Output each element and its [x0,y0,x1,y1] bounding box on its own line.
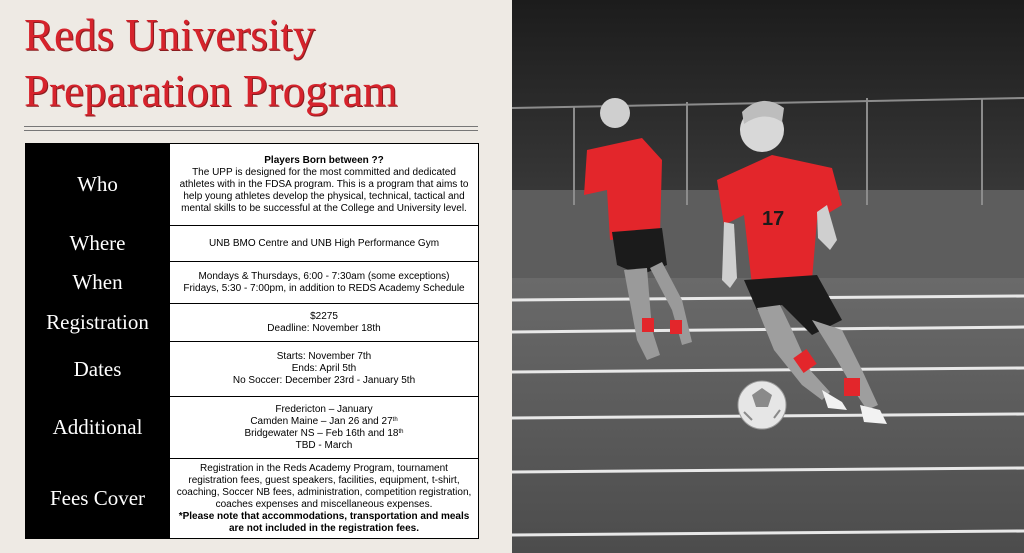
players-photo [512,0,1024,553]
title-divider-bottom [24,130,478,131]
when-line-1: Mondays & Thursdays, 6:00 - 7:30am (some exceptions) [198,270,450,282]
program-title-line-2: Preparation Program [24,66,398,116]
fees-description: Registration in the Reds Academy Program, tournament registration fees, guest speakers, facilities, equipment, t-shirt, coaching, Soccer NB fees, administration, competition registration, coaches expenses and miscellaneous expenses. [176,462,472,510]
dates-starts: Starts: November 7th [276,351,372,362]
registration-deadline: Deadline: November 18th [267,322,381,334]
title-divider-top [24,126,478,127]
soccer-ball [738,381,786,429]
program-title-line-1: Reds University [24,10,316,60]
label-registration: Registration [26,304,170,342]
camden-text: Camden Maine – Jan 26 and 27 [250,415,393,427]
program-details-table [25,143,479,539]
dates-ends: Ends: April 5th [291,363,357,374]
value-who [170,144,479,226]
value-when [170,262,479,304]
bridgewater-suffix: th [398,428,404,435]
row-who [26,144,479,226]
value-where: UNB BMO Centre and UNB High Performance Gym [170,226,479,262]
registration-price: $2275 [310,310,338,322]
label-who: Who [26,144,170,226]
additional-tbd: TBD - March [295,439,353,451]
value-fees [170,459,479,539]
label-where: Where [26,226,170,262]
camden-suffix: th [392,416,398,423]
who-description: The UPP is designed for the most committed and dedicated athletes with in the FDSA program. This is a program that aims to help young athletes develop the physical, technical, tactical and mental skills to be successful at the College and University level. [179,166,469,214]
fees-note: *Please note that accommodations, transportation and meals are not included in the registration fees. [178,510,470,534]
value-dates [170,342,479,397]
row-dates [26,342,479,397]
label-dates: Dates [26,342,170,397]
dates-no-soccer: No Soccer: December 23rd - January 5th [232,375,416,386]
value-additional [170,397,479,459]
when-line-2: Fridays, 5:30 - 7:00pm, in addition to REDS Academy Schedule [183,282,465,294]
row-fees [26,459,479,539]
bridgewater-text: Bridgewater NS – Feb 16th and 18 [244,427,399,439]
row-additional [26,397,479,459]
additional-bridgewater [176,428,472,440]
label-when: When [26,262,170,304]
who-heading: Players Born between ?? [264,154,384,166]
value-registration [170,304,479,342]
row-when [26,262,479,304]
label-additional: Additional [26,397,170,459]
label-fees: Fees Cover [26,459,170,539]
row-where [26,226,479,262]
row-registration [26,304,479,342]
jersey-number: 17 [762,208,785,230]
additional-fredericton: Fredericton – January [275,403,373,415]
additional-camden [176,416,472,428]
